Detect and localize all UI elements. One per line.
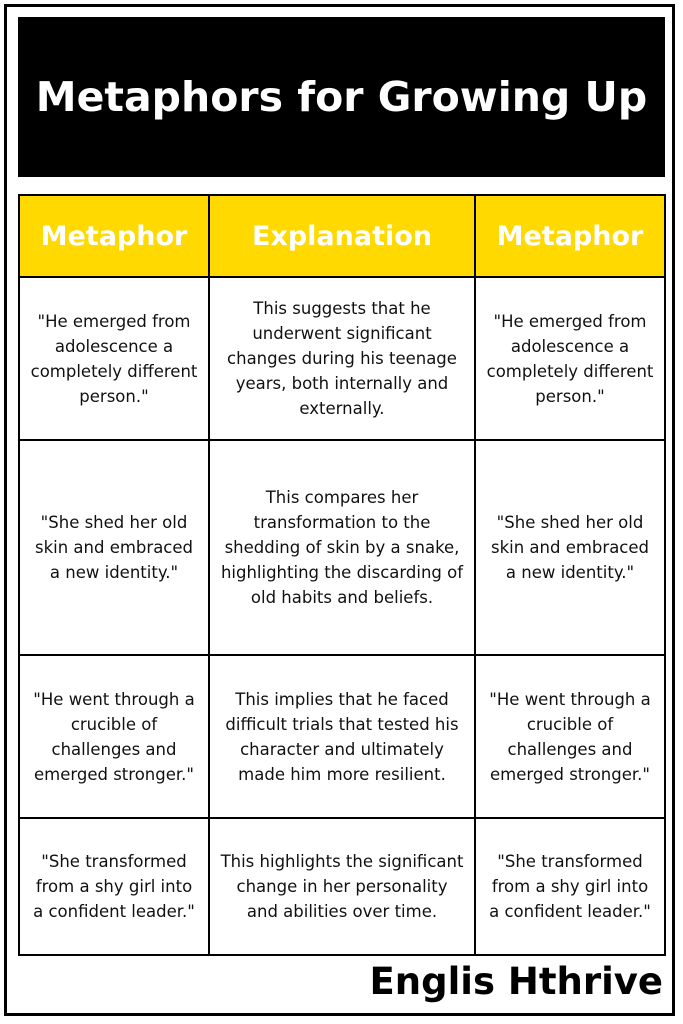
title-banner (18, 17, 665, 177)
table-row (19, 440, 665, 655)
table-row (19, 277, 665, 440)
explanation-cell: This suggests that he underwent significant changes during his teenage years, both internally and externally. (209, 277, 475, 440)
table-row (19, 655, 665, 818)
header-metaphor-repeat: Metaphor (475, 195, 665, 277)
page-title: Metaphors for Growing Up (35, 73, 648, 121)
explanation-cell: This implies that he faced difficult trials that tested his character and ultimately made him more resilient. (209, 655, 475, 818)
brand-watermark: Englis Hthrive (369, 960, 663, 1003)
metaphor-cell: "She shed her old skin and embraced a new identity." (19, 440, 209, 655)
metaphor-cell: "He emerged from adolescence a completely different person." (475, 277, 665, 440)
header-metaphor: Metaphor (19, 195, 209, 277)
table-row (19, 818, 665, 955)
metaphor-table (18, 194, 666, 956)
explanation-cell: This compares her transformation to the shedding of skin by a snake, highlighting the discarding of old habits and beliefs. (209, 440, 475, 655)
metaphor-cell: "He went through a crucible of challenges and emerged stronger." (19, 655, 209, 818)
metaphor-cell: "She shed her old skin and embraced a new identity." (475, 440, 665, 655)
metaphor-cell: "She transformed from a shy girl into a confident leader." (475, 818, 665, 955)
metaphor-cell: "He went through a crucible of challenges and emerged stronger." (475, 655, 665, 818)
explanation-cell: This highlights the significant change in her personality and abilities over time. (209, 818, 475, 955)
metaphor-cell: "She transformed from a shy girl into a confident leader." (19, 818, 209, 955)
metaphor-cell: "He emerged from adolescence a completely different person." (19, 277, 209, 440)
table-header-row (19, 195, 665, 277)
header-explanation: Explanation (209, 195, 475, 277)
